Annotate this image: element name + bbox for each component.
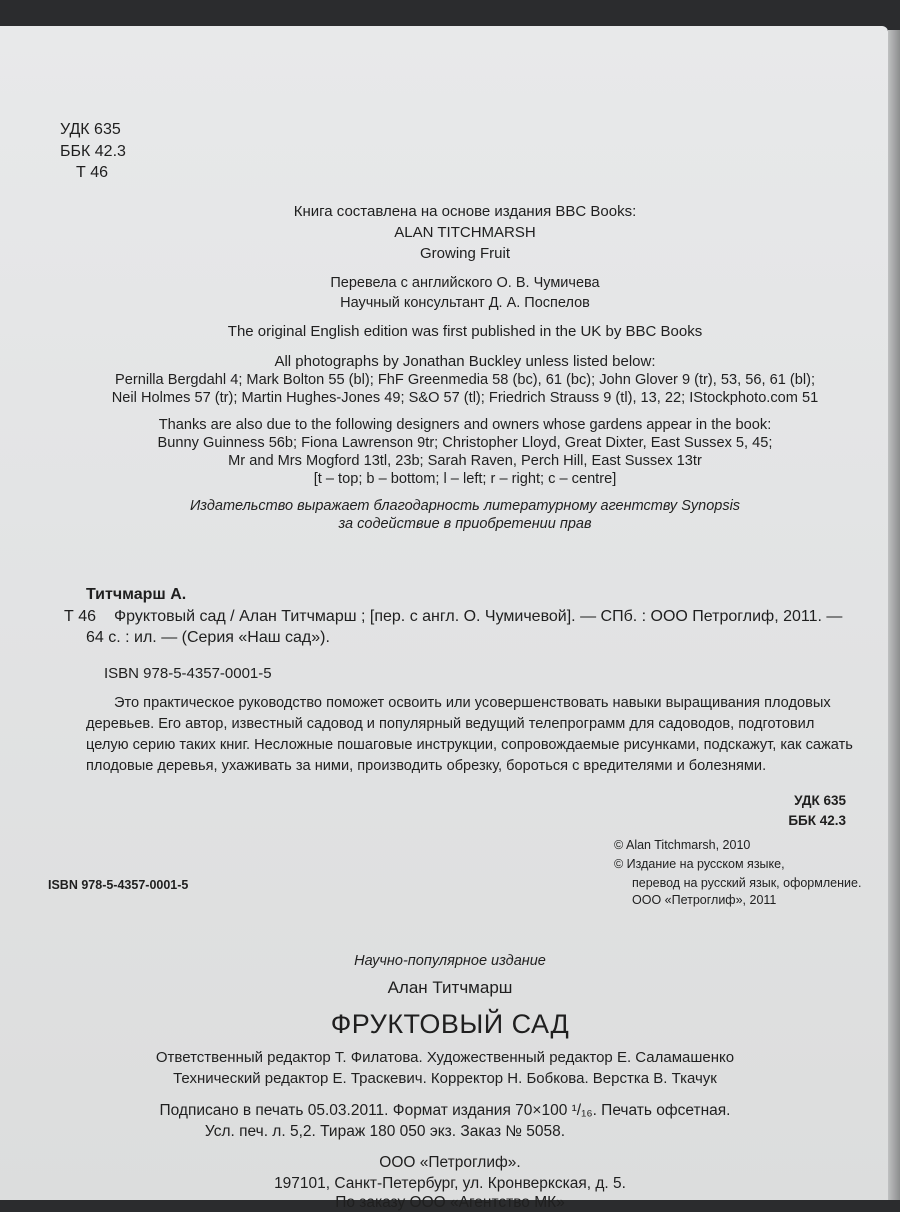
gratitude-line-2: за содействие в приобретении прав [338, 516, 592, 532]
catalog-isbn: ISBN 978-5-4357-0001-5 [104, 665, 272, 682]
publisher-name: ООО «Петроглиф». [379, 1154, 521, 1171]
book-page [0, 26, 888, 1211]
catalog-entry-line-2: 64 с. : ил. — (Серия «Наш сад»). [86, 629, 330, 646]
catalog-udk-right: УДК 635 [794, 793, 846, 808]
photos-line-2: Neil Holmes 57 (tr); Martin Hughes-Jones 49; S&O 57 (tl); Friedrich Strauss 9 (tl), 13, 22; IStockphoto.com 51 [111, 390, 819, 406]
catalog-entry-line-1: Фруктовый сад / Алан Титчмарш ; [пер. с англ. О. Чумичевой]. — СПб. : ООО Петроглиф, 2011. — [114, 608, 843, 625]
original-edition-note: The original English edition was first published in the UK by BBC Books [227, 323, 703, 340]
copyright-line-3: перевод на русский язык, оформление. [632, 876, 862, 890]
imprint-author: Алан Титчмарш [387, 978, 513, 997]
copyright-line-2: © Издание на русском языке, [614, 857, 785, 871]
udk-code: УДК 635 [60, 121, 121, 138]
edition-type: Научно-популярное издание [354, 953, 546, 969]
position-legend: [t – top; b – bottom; l – left; r – right; c – centre] [313, 471, 617, 487]
catalog-bbk-right: ББК 42.3 [788, 813, 846, 828]
catalog-mark: Т 46 [64, 608, 97, 625]
author-mark: Т 46 [76, 164, 109, 181]
print-line-1: Подписано в печать 05.03.2011. Формат издания 70×100 ¹/₁₆. Печать офсетная. [159, 1102, 731, 1119]
annotation-line-3: целую серию таких книг. Несложные пошаговые инструкции, сопровождаемые рисунками, подскажут, как сажать [86, 737, 853, 753]
photos-line-1: Pernilla Bergdahl 4; Mark Bolton 55 (bl); FhF Greenmedia 58 (bc), 61 (bc); John Glover 9 (tr), 53, 56, 61 (bl); [115, 372, 815, 388]
order-note: По заказу ООО «Агентство МК» [335, 1194, 565, 1211]
isbn-left: ISBN 978-5-4357-0001-5 [48, 878, 189, 892]
consultant-credit: Научный консультант Д. А. Поспелов [340, 295, 590, 311]
thanks-header: Thanks are also due to the following designers and owners whose gardens appear in the book: [158, 417, 772, 433]
bbk-code: ББК 42.3 [60, 143, 126, 160]
source-line: Книга составлена на основе издания BBC Books: [293, 203, 637, 220]
source-author: ALAN TITCHMARSH [394, 224, 536, 241]
thanks-line-1: Bunny Guinness 56b; Fiona Lawrenson 9tr; Christopher Lloyd, Great Dixter, East Sussex 5, 45; [157, 435, 773, 451]
copyright-line-4: ООО «Петроглиф», 2011 [632, 893, 777, 907]
publisher-address: 197101, Санкт-Петербург, ул. Кронверкская, д. 5. [274, 1175, 626, 1192]
source-title: Growing Fruit [419, 245, 511, 262]
print-line-2: Усл. печ. л. 5,2. Тираж 180 050 экз. Заказ № 5058. [204, 1123, 566, 1140]
thanks-line-2: Mr and Mrs Mogford 13tl, 23b; Sarah Raven, Perch Hill, East Sussex 13tr [228, 453, 702, 469]
annotation-line-1: Это практическое руководство поможет освоить или усовершенствовать навыки выращивания плодовых [114, 695, 831, 711]
editors-line-2: Технический редактор Е. Траскевич. Корректор Н. Бобкова. Верстка В. Ткачук [173, 1070, 717, 1087]
translator-credit: Перевела с английского О. В. Чумичева [330, 275, 600, 291]
gratitude-line-1: Издательство выражает благодарность литературному агентству Synopsis [189, 498, 741, 514]
imprint-title: ФРУКТОВЫЙ САД [330, 1009, 570, 1039]
page-edge [888, 30, 900, 1200]
copyright-line-1: © Alan Titchmarsh, 2010 [614, 838, 751, 852]
photos-header: All photographs by Jonathan Buckley unless listed below: [274, 353, 656, 370]
annotation-line-4: плодовые деревья, ухаживать за ними, производить обрезку, бороться с вредителями и болезнями. [86, 758, 767, 774]
annotation-line-2: деревьев. Его автор, известный садовод и популярный ведущий телепрограмм для садоводов, подготовил [86, 716, 815, 732]
editors-line-1: Ответственный редактор Т. Филатова. Художественный редактор Е. Саламашенко [155, 1049, 735, 1066]
catalog-author-heading: Титчмарш А. [86, 586, 187, 603]
